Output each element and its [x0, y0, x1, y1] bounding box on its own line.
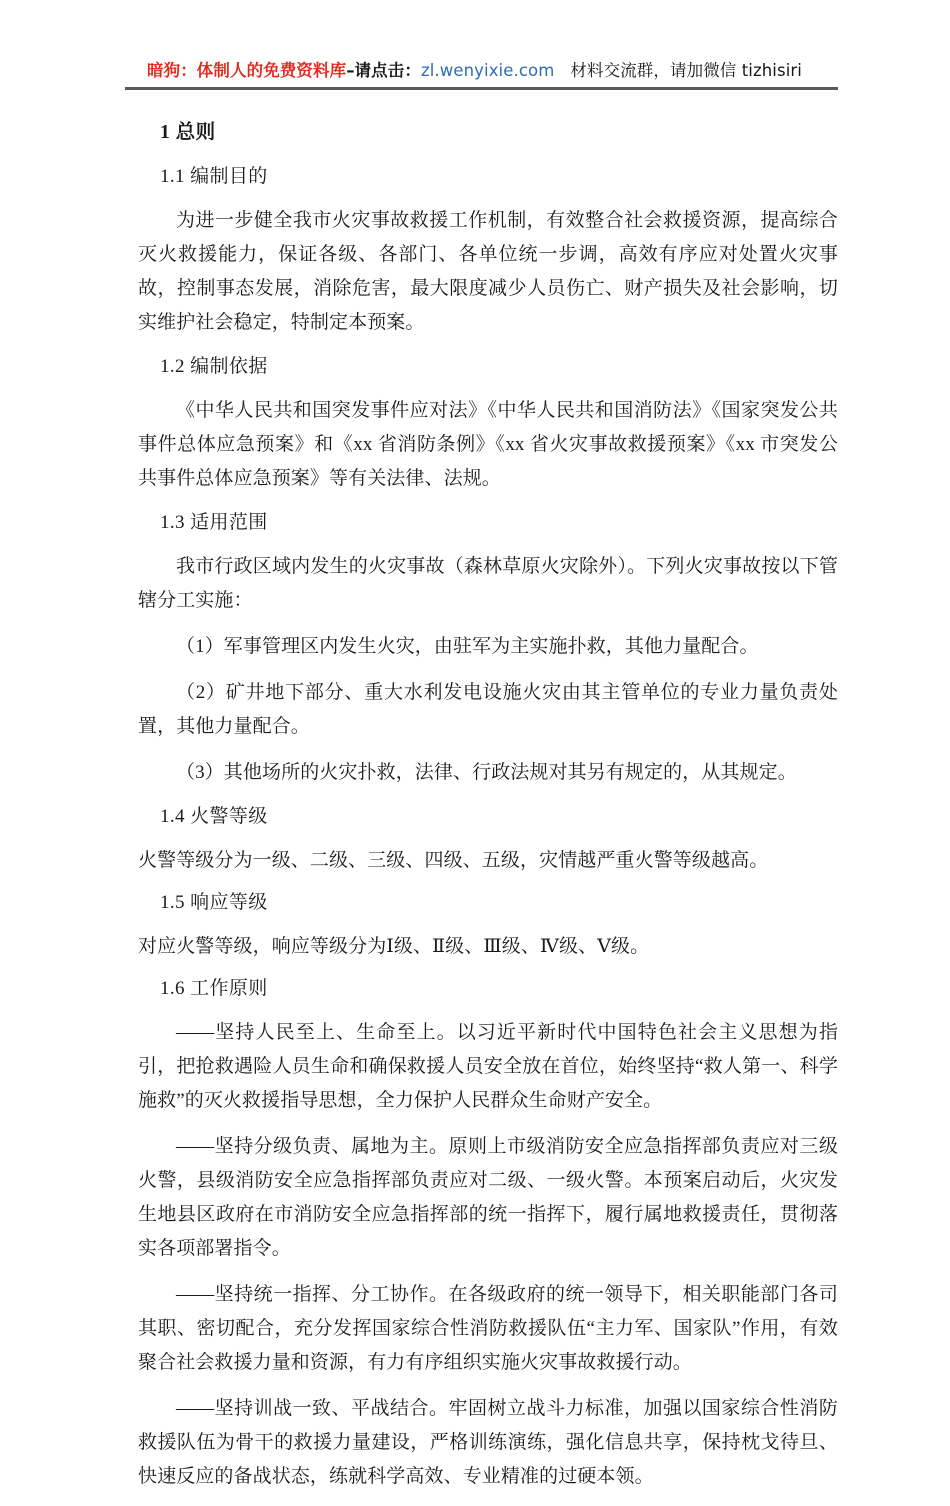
section-principle: ——坚持统一指挥、分工协作。在各级政府的统一领导下，相关职能部门各司其职、密切配合，充分发挥国家综合性消防救援队伍“主力军、国家队”作用，有效聚合社会救援力量和资源，有力有序组织实施火灾事故救援行动。	[138, 1284, 838, 1373]
section-1-2	[138, 352, 838, 496]
section-heading: 1.5 响应等级	[160, 892, 268, 913]
document-body	[138, 118, 838, 1506]
promo-banner-text	[125, 58, 838, 84]
section-1-6	[138, 974, 838, 1494]
section-principle: ——坚持人民至上、生命至上。以习近平新时代中国特色社会主义思想为指引，把抢救遇险人员生命和确保救援人员安全放在首位，始终坚持“救人第一、科学施救”的灭火救援指导思想，全力保护人民群众生命财产安全。	[138, 1022, 838, 1111]
promo-red-text: 暗狗：体制人的免费资料库	[147, 61, 347, 80]
section-list-item: （2）矿井地下部分、重大水利发电设施火灾由其主管单位的专业力量负责处置，其他力量配合。	[138, 682, 838, 737]
section-heading: 1.2 编制依据	[160, 356, 268, 377]
promo-wechat-text: 材料交流群，请加微信 tizhisiri	[570, 61, 802, 80]
section-heading: 1.6 工作原则	[160, 978, 268, 999]
promo-click-prompt: –请点击：	[346, 61, 421, 80]
section-paragraph: 《中华人民共和国突发事件应对法》《中华人民共和国消防法》《国家突发公共事件总体应急预案》和《xx 省消防条例》《xx 省火灾事故救援预案》《xx 市突发公共事件总体应急预案》等有关法律、法规。	[138, 400, 838, 489]
section-heading: 1.3 适用范围	[160, 512, 268, 533]
section-principle: ——坚持分级负责、属地为主。原则上市级消防安全应急指挥部负责应对三级火警，县级消防安全应急指挥部负责应对二级、一级火警。本预案启动后，火灾发生地县区政府在市消防安全应急指挥部的统一指挥下，履行属地救援责任，贯彻落实各项部署指令。	[138, 1136, 838, 1259]
section-paragraph: 为进一步健全我市火灾事故救援工作机制，有效整合社会救援资源，提高综合灭火救援能力，保证各级、各部门、各单位统一步调，高效有序应对处置火灾事故，控制事态发展，消除危害，最大限度减少人员伤亡、财产损失及社会影响，切实维护社会稳定，特制定本预案。	[138, 210, 838, 333]
section-list-item: （1）军事管理区内发生火灾，由驻军为主实施扑救，其他力量配合。	[176, 636, 759, 657]
section-paragraph: 火警等级分为一级、二级、三级、四级、五级，灾情越严重火警等级越高。	[138, 850, 769, 871]
section-principle: ——坚持训战一致、平战结合。牢固树立战斗力标准，加强以国家综合性消防救援队伍为骨干的救援力量建设，严格训练演练，强化信息共享，保持枕戈待旦、快速反应的备战状态，练就科学高效、专业精准的过硬本领。	[138, 1398, 838, 1487]
section-heading: 1.1 编制目的	[160, 166, 268, 187]
promo-banner	[125, 58, 838, 90]
section-1-4	[138, 802, 838, 878]
page-title: 1 总则	[160, 122, 216, 143]
section-1-3	[138, 508, 838, 790]
section-paragraph: 我市行政区域内发生的火灾事故（森林草原火灾除外）。下列火灾事故按以下管辖分工实施：	[138, 556, 838, 611]
section-1-5	[138, 888, 838, 964]
section-paragraph: 对应火警等级，响应等级分为Ⅰ级、Ⅱ级、Ⅲ级、Ⅳ级、Ⅴ级。	[138, 936, 650, 957]
section-heading: 1.4 火警等级	[160, 806, 268, 827]
promo-link[interactable]: zl.wenyixie.com	[420, 61, 555, 80]
section-1-1	[138, 162, 838, 340]
section-list-item: （3）其他场所的火灾扑救，法律、行政法规对其另有规定的，从其规定。	[176, 762, 797, 783]
